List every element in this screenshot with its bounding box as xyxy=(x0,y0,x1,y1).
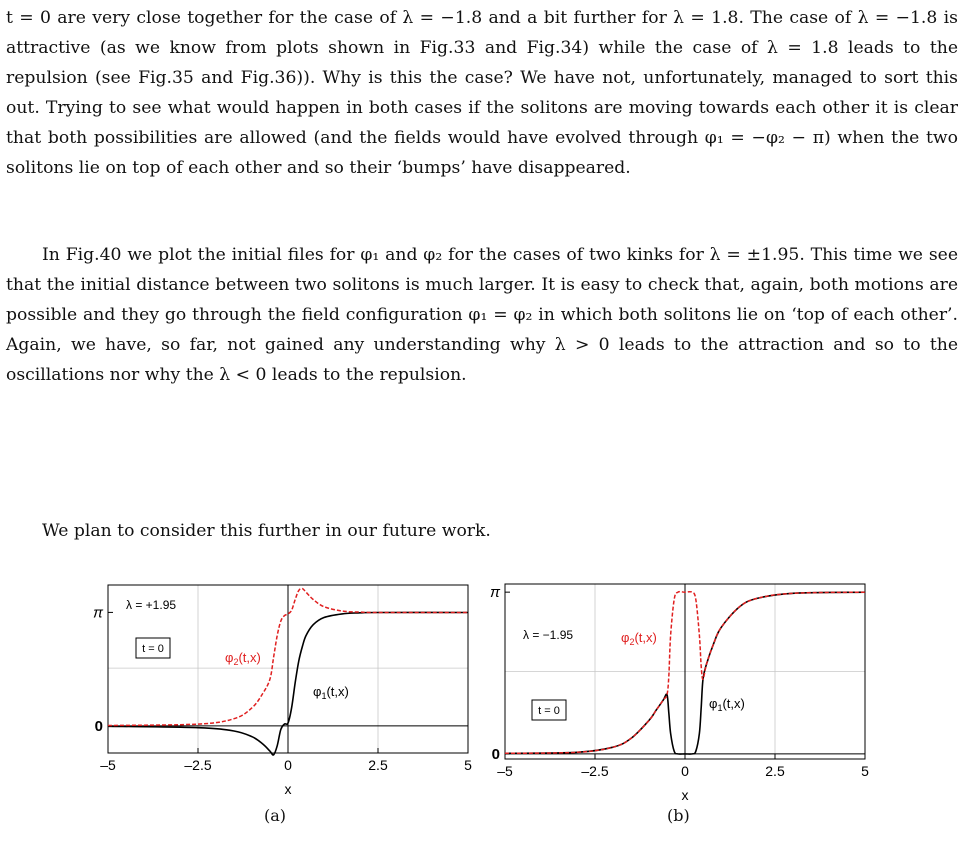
y-tick-label: π xyxy=(92,604,103,622)
phi2-label: $\varphi_2(t,x)$ xyxy=(225,650,261,667)
paragraph-2: In Fig.40 we plot the initial files for φ₁ and φ₂ for the cases of two kinks for λ = ±1.95. This time we see that the initial distance between two solitons is much larger. It is easy to check that, again, both motions are possible and they go through the field configuration φ₁ = φ₂ in which both solitons lie on ‘top of each other’. Again, we have, so far, not gained any understanding why λ > 0 leads to the attraction and so to the oscillations nor why the λ < 0 leads to the repulsion. xyxy=(6,245,958,385)
figure-a-chart xyxy=(70,578,490,797)
x-tick-label: 2.5 xyxy=(765,763,785,779)
x-tick-label: 5 xyxy=(861,763,869,779)
phi1-label: $\varphi_1(t,x)$ xyxy=(313,684,349,701)
paragraph-3: We plan to consider this further in our future work. xyxy=(42,521,491,541)
x-tick-label: –5 xyxy=(497,763,513,779)
x-tick-label: –2.5 xyxy=(581,763,609,779)
y-tick-label: 0 xyxy=(94,717,103,735)
x-tick-label: 2.5 xyxy=(368,757,388,773)
lambda-annotation: λ = −1.95 xyxy=(523,628,574,642)
paragraph-1: t = 0 are very close together for the case of λ = −1.8 and a bit further for λ = 1.8. The case of λ = −1.8 is attractive (as we know from plots shown in Fig.33 and Fig.34) while the case of λ = 1.8 leads to the repulsion (see Fig.35 and Fig.36)). Why is this the case? We have not, unfortunately, managed to sort this out. Trying to see what would happen in both cases if the solitons are moving towards each other it is clear that both possibilities are allowed (and the fields would have evolved through φ₁ = −φ₂ − π) when the two solitons lie on top of each other and so their ‘bumps’ have disappeared. xyxy=(6,8,958,178)
time-annotation: t = 0 xyxy=(142,643,164,655)
phi1-label: $\varphi_1(t,x)$ xyxy=(709,696,745,713)
x-tick-label: 0 xyxy=(284,757,292,773)
y-tick-label: π xyxy=(489,584,500,602)
figure-b-chart xyxy=(475,578,895,803)
phi2-label: $\varphi_2(t,x)$ xyxy=(621,630,657,647)
x-axis-label: x xyxy=(284,781,292,797)
x-axis-label: x xyxy=(681,787,689,803)
lambda-annotation: λ = +1.95 xyxy=(126,598,177,612)
figure-a-caption: (a) xyxy=(264,806,287,825)
figure-b-caption: (b) xyxy=(667,806,690,825)
x-tick-label: –2.5 xyxy=(184,757,212,773)
x-tick-label: 0 xyxy=(681,763,689,779)
y-tick-label: 0 xyxy=(491,745,500,763)
time-annotation: t = 0 xyxy=(538,705,560,717)
x-tick-label: 5 xyxy=(464,757,472,773)
x-tick-label: –5 xyxy=(100,757,116,773)
